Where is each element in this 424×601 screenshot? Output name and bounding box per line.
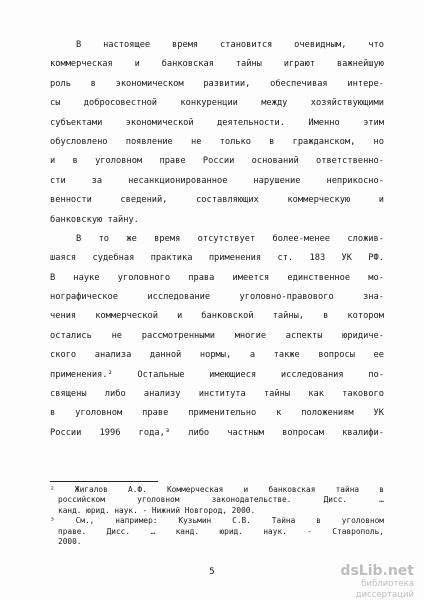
- page-number: 5: [209, 567, 215, 577]
- body-line: шаяся судебная практика применения ст. 183 УК РФ.: [50, 253, 384, 264]
- body-line: сы добросовестной конкуренции между хозяйствующими: [50, 98, 384, 109]
- footnote-line: 2000.: [58, 536, 82, 546]
- footnote-separator: [50, 481, 158, 482]
- body-line: священы либо анализу института тайны как такового: [50, 389, 384, 400]
- watermark-tagline: библиотека диссертаций: [355, 579, 414, 600]
- body-line: коммерческая и банковская тайны играют важнейшую: [50, 59, 384, 70]
- body-line: ского анализа данной нормы, а также вопросы ее: [50, 350, 384, 361]
- body-line: обусловлено появление не только в гражданском, но: [50, 136, 384, 147]
- body-line: сти за несанкционированное нарушение неприкосно-: [50, 175, 384, 186]
- body-text: [50, 36, 384, 443]
- body-line: В то же время отсутствует более-менее сложив-: [76, 233, 384, 244]
- footnote-line: ² Жигалов А.Ф. Коммерческая и банковская тайна в: [50, 485, 384, 494]
- footnote-line: праве. Дисс. … канд. юрид. наук. - Ставрополь,: [58, 526, 384, 536]
- body-line: нографическое исследование уголовно-правового зна-: [50, 292, 384, 303]
- watermark: [302, 563, 414, 600]
- body-line: субъектами экономической деятельности. Именно этим: [50, 117, 384, 128]
- watermark-logo: dsLib.net: [340, 563, 414, 579]
- body-line: В настоящее время становится очевидным, что: [76, 40, 384, 50]
- body-line: чения коммерческой и банковской тайны, в котором: [50, 311, 384, 322]
- footnote-line: российском уголовном законодательстве. Дисс. …: [58, 495, 384, 505]
- body-line: остались не рассмотренными многие аспекты юридиче-: [50, 330, 384, 341]
- body-line: роль в экономическом развитии, обеспечивая интере-: [50, 78, 384, 89]
- body-line: применения.² Остальные имеющиеся исследования по-: [50, 369, 384, 380]
- body-line: и в уголовном праве России оснований ответственно-: [50, 156, 384, 167]
- body-line: венности сведений, составляющих коммерческую и: [50, 195, 384, 206]
- footnote-line: канд. юрид. наук. - Нижний Новгород, 2000.: [58, 505, 256, 515]
- footnote-line: ³ См., например: Кузьмин С.В. Тайна в уголовном: [50, 516, 384, 526]
- body-line: банковскую тайну.: [50, 214, 139, 225]
- body-line: В науке уголовного права имеется единственное мо-: [50, 272, 384, 283]
- footnotes: [50, 485, 384, 547]
- body-line: России 1996 года,³ либо частным вопросам квалифи-: [50, 427, 384, 438]
- body-line: в уголовном праве применительно к положениям УК: [50, 408, 384, 419]
